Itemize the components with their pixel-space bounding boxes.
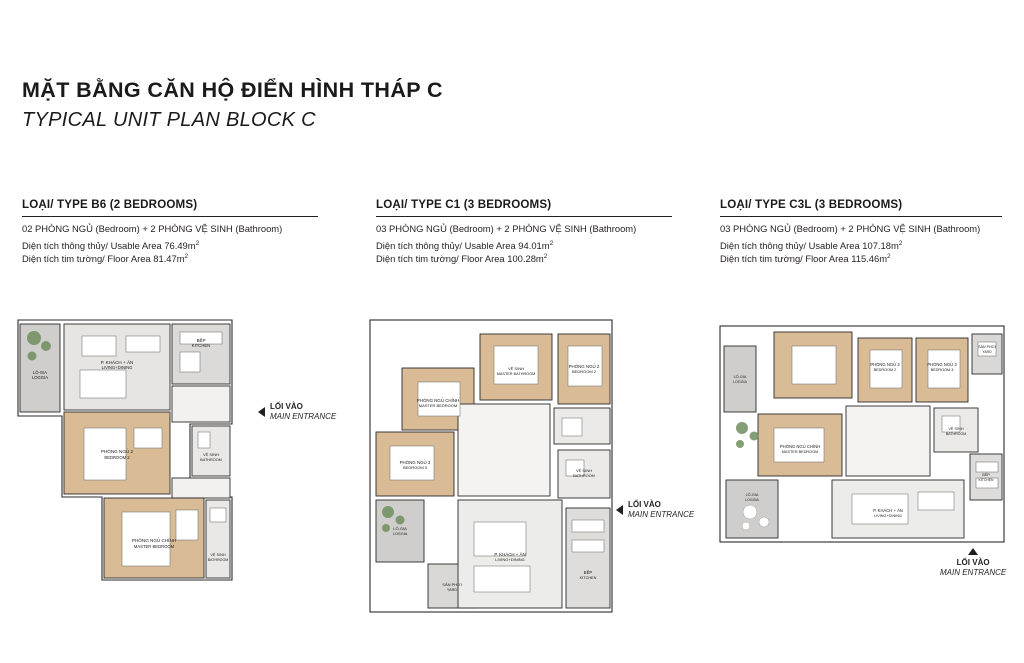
svg-text:P. KHÁCH + ĂN: P. KHÁCH + ĂN [873, 508, 903, 513]
floor-label-c1: Diện tích tim tường/ Floor Area [376, 253, 505, 265]
svg-text:BẾP: BẾP [583, 570, 593, 575]
divider-c3l [720, 216, 1002, 217]
usable-value-c3l: 107.18m [862, 240, 899, 252]
svg-text:VỆ SINH: VỆ SINH [575, 468, 593, 473]
unit-rooms-c1: 03 PHÒNG NGỦ (Bedroom) + 2 PHÒNG VỆ SINH (Bathroom) [376, 223, 637, 234]
floor-label-c3l: Diện tích tim tường/ Floor Area [720, 253, 849, 265]
floor-value-b6: 81.47m [153, 253, 185, 265]
unit-heading-c3l: LOẠI/ TYPE C3L (3 BEDROOMS) [720, 198, 903, 211]
entrance-label-en-c3l: MAIN ENTRANCE [940, 568, 1007, 577]
divider-b6 [22, 216, 318, 217]
floor-plan-c1 [362, 312, 624, 622]
svg-text:BATHROOM: BATHROOM [573, 474, 595, 478]
entrance-label-vi-c1: LỐI VÀO [628, 500, 661, 509]
svg-text:PHÒNG NGỦ 2: PHÒNG NGỦ 2 [100, 449, 134, 454]
svg-text:LOGGIA: LOGGIA [392, 532, 408, 536]
unit-usable-b6 [22, 240, 318, 253]
svg-text:LÔ-GIA: LÔ-GIA [393, 526, 407, 531]
usable-label-c1: Diện tích thông thủy/ Usable Area [376, 240, 516, 252]
svg-text:VỆ SINH: VỆ SINH [507, 366, 525, 371]
usable-unit-c1: 2 [549, 239, 554, 247]
unit-usable-c1 [376, 240, 672, 253]
svg-text:PHÒNG NGỦ CHÍNH: PHÒNG NGỦ CHÍNH [131, 538, 177, 543]
page-title-en: TYPICAL UNIT PLAN BLOCK C [22, 108, 316, 131]
unit-heading-b6: LOẠI/ TYPE B6 (2 BEDROOMS) [22, 198, 198, 211]
page-header [22, 78, 722, 132]
svg-text:YARD: YARD [446, 588, 458, 592]
unit-usable-c3l [720, 240, 1002, 253]
entrance-marker-c1 [616, 500, 694, 520]
entrance-marker-c3l [940, 548, 1006, 578]
svg-text:KITCHEN: KITCHEN [978, 478, 994, 482]
svg-text:LIVING+DINING: LIVING+DINING [101, 365, 133, 370]
floor-label-b6: Diện tích tim tường/ Floor Area [22, 253, 151, 265]
svg-text:BEDROOM 2: BEDROOM 2 [104, 455, 130, 460]
svg-text:BEDROOM 2: BEDROOM 2 [571, 369, 597, 374]
unit-block-b6 [22, 198, 318, 266]
svg-text:LIVING+DINING: LIVING+DINING [874, 514, 902, 518]
unit-block-c1 [376, 198, 672, 266]
svg-text:MASTER BATHROOM: MASTER BATHROOM [496, 372, 536, 376]
svg-text:PHÒNG NGỦ CHÍNH: PHÒNG NGỦ CHÍNH [416, 398, 460, 403]
svg-text:BATHROOM: BATHROOM [200, 458, 222, 462]
entrance-label-en-c1: MAIN ENTRANCE [628, 510, 695, 519]
unit-floor-c1 [376, 253, 672, 266]
floor-plan-b6 [10, 312, 260, 612]
entrance-label-vi-c3l: LỐI VÀO [956, 558, 990, 567]
floor-unit-b6: 2 [184, 253, 189, 261]
svg-text:LOGGIA: LOGGIA [733, 380, 747, 384]
floor-unit-c1: 2 [543, 253, 548, 261]
entrance-marker-b6 [258, 402, 336, 422]
svg-text:LÔ-GIA: LÔ-GIA [733, 375, 747, 379]
svg-text:BEDROOM 3: BEDROOM 3 [930, 368, 954, 372]
svg-text:PHÒNG NGỦ 2: PHÒNG NGỦ 2 [568, 364, 600, 369]
svg-text:BEDROOM 3: BEDROOM 3 [402, 465, 428, 470]
svg-text:KITCHEN: KITCHEN [579, 576, 597, 580]
entrance-arrow-icon [616, 505, 623, 515]
svg-text:VỆ SINH: VỆ SINH [948, 427, 964, 431]
svg-text:BẾP: BẾP [982, 473, 990, 477]
floor-value-c3l: 115.46m [851, 253, 888, 265]
unit-floor-c3l [720, 253, 1002, 266]
svg-text:LOGGIA: LOGGIA [31, 375, 49, 380]
svg-text:P. KHÁCH + ĂN: P. KHÁCH + ĂN [100, 360, 134, 365]
svg-text:SÂN PHƠI: SÂN PHƠI [442, 582, 462, 587]
svg-text:P. KHÁCH + ĂN: P. KHÁCH + ĂN [494, 552, 526, 557]
svg-text:VỆ SINH: VỆ SINH [202, 452, 220, 457]
svg-text:LÔ-GIA: LÔ-GIA [32, 370, 48, 375]
svg-text:PHÒNG NGỦ 2: PHÒNG NGỦ 2 [870, 362, 900, 367]
divider-c1 [376, 216, 672, 217]
svg-text:YARD: YARD [982, 350, 992, 354]
svg-text:KITCHEN: KITCHEN [191, 343, 211, 348]
floor-unit-c3l: 2 [887, 253, 891, 261]
usable-value-c1: 94.01m [518, 240, 550, 252]
unit-block-c3l [720, 198, 1002, 266]
svg-text:BEDROOM 2: BEDROOM 2 [873, 368, 897, 372]
unit-rooms-b6: 02 PHÒNG NGỦ (Bedroom) + 2 PHÒNG VỆ SINH (Bathroom) [22, 223, 283, 234]
usable-unit-c3l: 2 [898, 239, 903, 247]
svg-text:PHÒNG NGỦ CHÍNH: PHÒNG NGỦ CHÍNH [779, 444, 821, 449]
unit-heading-c1: LOẠI/ TYPE C1 (3 BEDROOMS) [376, 198, 552, 211]
usable-label-b6: Diện tích thông thủy/ Usable Area [22, 240, 162, 252]
usable-unit-b6: 2 [195, 239, 200, 247]
unit-floor-b6 [22, 253, 318, 266]
entrance-label-vi-b6: LỐI VÀO [270, 402, 303, 411]
svg-text:MASTER BEDROOM: MASTER BEDROOM [418, 403, 458, 408]
floor-plan-c3l [712, 312, 1012, 552]
entrance-arrow-icon [258, 407, 265, 417]
svg-text:BATHROOM: BATHROOM [207, 558, 229, 562]
usable-value-b6: 76.49m [164, 240, 196, 252]
unit-rooms-c3l: 03 PHÒNG NGỦ (Bedroom) + 2 PHÒNG VỆ SINH (Bathroom) [720, 223, 981, 234]
svg-text:MASTER BEDROOM: MASTER BEDROOM [133, 544, 175, 549]
entrance-label-en-b6: MAIN ENTRANCE [270, 412, 337, 421]
svg-text:MASTER BEDROOM: MASTER BEDROOM [781, 450, 819, 454]
entrance-arrow-icon [968, 548, 978, 555]
usable-label-c3l: Diện tích thông thủy/ Usable Area [720, 240, 860, 252]
page-title-vi: MẶT BẰNG CĂN HỘ ĐIỂN HÌNH THÁP C [22, 78, 443, 102]
svg-text:LÔ-GIA: LÔ-GIA [745, 493, 759, 497]
svg-text:LOGGIA: LOGGIA [745, 498, 759, 502]
floor-value-c1: 100.28m [507, 253, 544, 265]
svg-text:LIVING+DINING: LIVING+DINING [495, 557, 525, 562]
svg-text:VỆ SINH: VỆ SINH [210, 553, 226, 557]
svg-text:PHÒNG NGỦ 3: PHÒNG NGỦ 3 [399, 460, 431, 465]
svg-text:PHÒNG NGỦ 3: PHÒNG NGỦ 3 [927, 362, 957, 367]
svg-text:BẾP: BẾP [196, 338, 206, 343]
svg-text:SÂN PHƠI: SÂN PHƠI [978, 345, 996, 349]
svg-text:BATHROOM: BATHROOM [945, 432, 967, 436]
